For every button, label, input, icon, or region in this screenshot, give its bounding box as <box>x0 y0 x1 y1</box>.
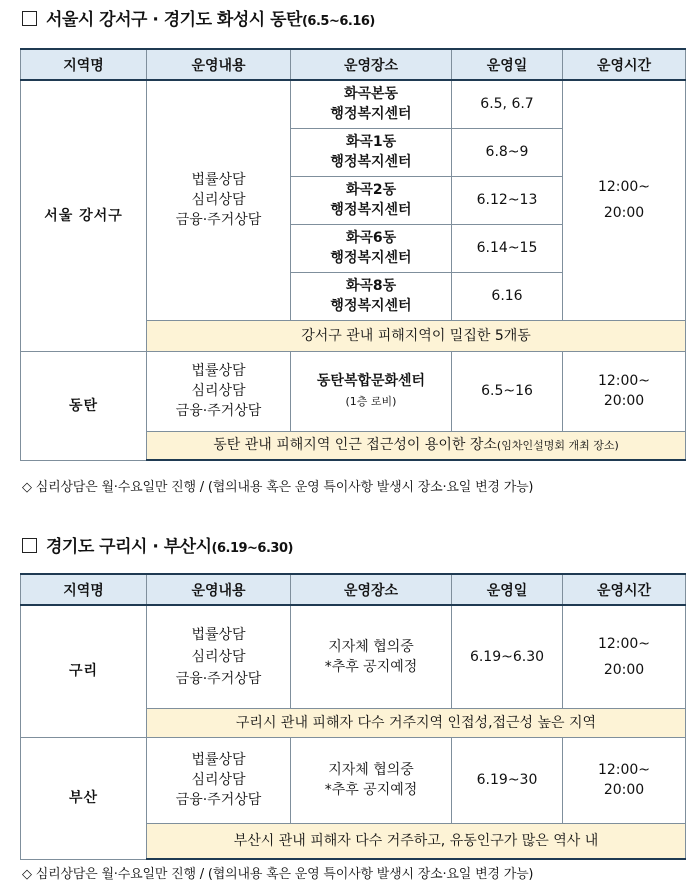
table-row <box>21 605 686 708</box>
notice-text: ◇ 심리상담은 월·수요일만 진행 / (협의내용 혹은 운영 특이사항 발생시 장소·요일 변경 가능) <box>22 480 534 495</box>
date-cell: 6.14~15 <box>452 224 563 272</box>
time-cell: 12:00~ 20:00 <box>563 737 686 823</box>
venue-cell: 화곡8동 행정복지센터 <box>291 272 452 320</box>
dongtan-note: 동탄 관내 피해지역 인근 접근성이 용이한 장소(임차인설명회 개최 장소) <box>147 431 686 460</box>
services-cell: 법률상담 심리상담 금융·주거상담 <box>147 351 291 431</box>
table-header-row <box>21 49 686 80</box>
checkbox-square-icon <box>22 11 37 26</box>
section1-title: 서울시 강서구 · 경기도 화성시 동탄(6.5~6.16) <box>22 5 375 30</box>
time-cell: 12:00~ 20:00 <box>563 80 686 320</box>
col-header-time: 운영시간 <box>563 49 686 80</box>
date-cell: 6.16 <box>452 272 563 320</box>
table-header-row <box>21 574 686 605</box>
busan-note: 부산시 관내 피해자 다수 거주하고, 유동인구가 많은 역사 내 <box>147 823 686 859</box>
col-header-region: 지역명 <box>21 574 147 605</box>
table-row <box>21 737 686 823</box>
services-cell: 법률상담 심리상담 금융·주거상담 <box>147 80 291 320</box>
date-cell: 6.5~16 <box>452 351 563 431</box>
venue-cell: 화곡2동 행정복지센터 <box>291 176 452 224</box>
venue-cell: 동탄복합문화센터 (1층 로비) <box>291 351 452 431</box>
table-row <box>21 351 686 431</box>
time-cell: 12:00~ 20:00 <box>563 351 686 431</box>
schedule-table-2 <box>20 573 686 860</box>
date-cell: 6.12~13 <box>452 176 563 224</box>
venue-cell: 화곡1동 행정복지센터 <box>291 128 452 176</box>
date-cell: 6.19~30 <box>452 737 563 823</box>
col-header-content: 운영내용 <box>147 574 291 605</box>
col-header-content: 운영내용 <box>147 49 291 80</box>
table-row <box>21 80 686 128</box>
gangseo-note: 강서구 관내 피해지역이 밀집한 5개동 <box>147 320 686 351</box>
date-cell: 6.8~9 <box>452 128 563 176</box>
venue-cell: 화곡6동 행정복지센터 <box>291 224 452 272</box>
col-header-date: 운영일 <box>452 49 563 80</box>
region-cell: 서울 강서구 <box>21 80 147 351</box>
col-header-date: 운영일 <box>452 574 563 605</box>
region-cell: 구리 <box>21 605 147 737</box>
venue-cell: 지자체 협의중 *추후 공지예정 <box>291 737 452 823</box>
col-header-venue: 운영장소 <box>291 574 452 605</box>
section1-dates: (6.5~6.16) <box>301 14 375 29</box>
date-cell: 6.19~6.30 <box>452 605 563 708</box>
notice-text: ◇ 심리상담은 월·수요일만 진행 / (협의내용 혹은 운영 특이사항 발생시 장소·요일 변경 가능) <box>22 867 534 882</box>
region-cell: 부산 <box>21 737 147 859</box>
venue-cell: 화곡본동 행정복지센터 <box>291 80 452 128</box>
col-header-region: 지역명 <box>21 49 147 80</box>
guri-note: 구리시 관내 피해자 다수 거주지역 인접성,접근성 높은 지역 <box>147 708 686 737</box>
venue-cell: 지자체 협의중 *추후 공지예정 <box>291 605 452 708</box>
time-cell: 12:00~ 20:00 <box>563 605 686 708</box>
checkbox-square-icon <box>22 538 37 553</box>
date-cell: 6.5, 6.7 <box>452 80 563 128</box>
schedule-table-1 <box>20 48 686 461</box>
col-header-venue: 운영장소 <box>291 49 452 80</box>
services-cell: 법률상담 심리상담 금융·주거상담 <box>147 737 291 823</box>
services-cell: 법률상담 심리상담 금융·주거상담 <box>147 605 291 708</box>
section2-dates: (6.19~6.30) <box>211 541 293 556</box>
region-cell: 동탄 <box>21 351 147 460</box>
col-header-time: 운영시간 <box>563 574 686 605</box>
section2-title: 경기도 구리시 · 부산시(6.19~6.30) <box>22 532 293 557</box>
